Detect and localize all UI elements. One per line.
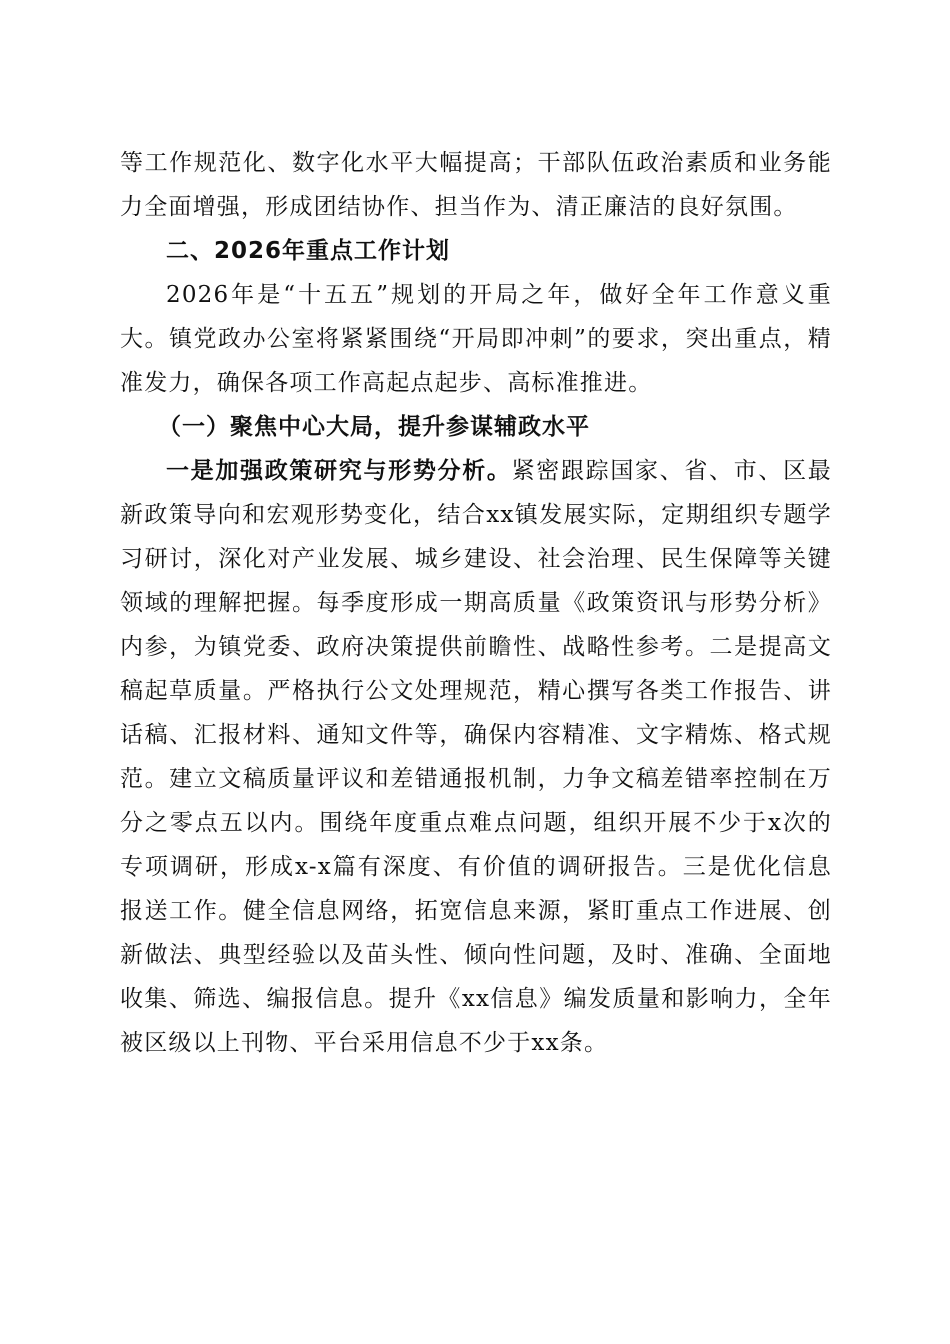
intro-paragraph: 2026年是“十五五”规划的开局之年，做好全年工作意义重大。镇党政办公室将紧紧围绕“开局即冲刺”的要求，突出重点，精准发力，确保各项工作高起点起步、高标准推进。	[120, 282, 832, 396]
document-body	[120, 141, 832, 1065]
continuation-paragraph: 等工作规范化、数字化水平大幅提高；干部队伍政治素质和业务能力全面增强，形成团结协作、担当作为、清正廉洁的良好氛围。	[120, 150, 832, 220]
section-heading: 二、2026年重点工作计划	[166, 238, 451, 264]
policy-body-text: 紧密跟踪国家、省、市、区最新政策导向和宏观形势变化，结合xx镇发展实际，定期组织专题学习研讨，深化对产业发展、城乡建设、社会治理、民生保障等关键领域的理解把握。每季度形成一期高质量《政策资讯与形势分析》内参，为镇党委、政府决策提供前瞻性、战略性参考。二是提高文稿起草质量。严格执行公文处理规范，精心撰写各类工作报告、讲话稿、汇报材料、通知文件等，确保内容精准、文字精炼、格式规范。建立文稿质量评议和差错通报机制，力争文稿差错率控制在万分之零点五以内。围绕年度重点难点问题，组织开展不少于x次的专项调研，形成x-x篇有深度、有价值的调研报告。三是优化信息报送工作。健全信息网络，拓宽信息来源，紧盯重点工作进展、创新做法、典型经验以及苗头性、倾向性问题，及时、准确、全面地收集、筛选、编报信息。提升《xx信息》编发质量和影响力，全年被区级以上刊物、平台采用信息不少于xx条。	[120, 458, 832, 1056]
policy-paragraph	[120, 449, 832, 1065]
policy-lead-sentence: 一是加强政策研究与形势分析。	[166, 458, 512, 484]
subsection-heading: （一）聚焦中心大局，提升参谋辅政水平	[158, 414, 590, 440]
